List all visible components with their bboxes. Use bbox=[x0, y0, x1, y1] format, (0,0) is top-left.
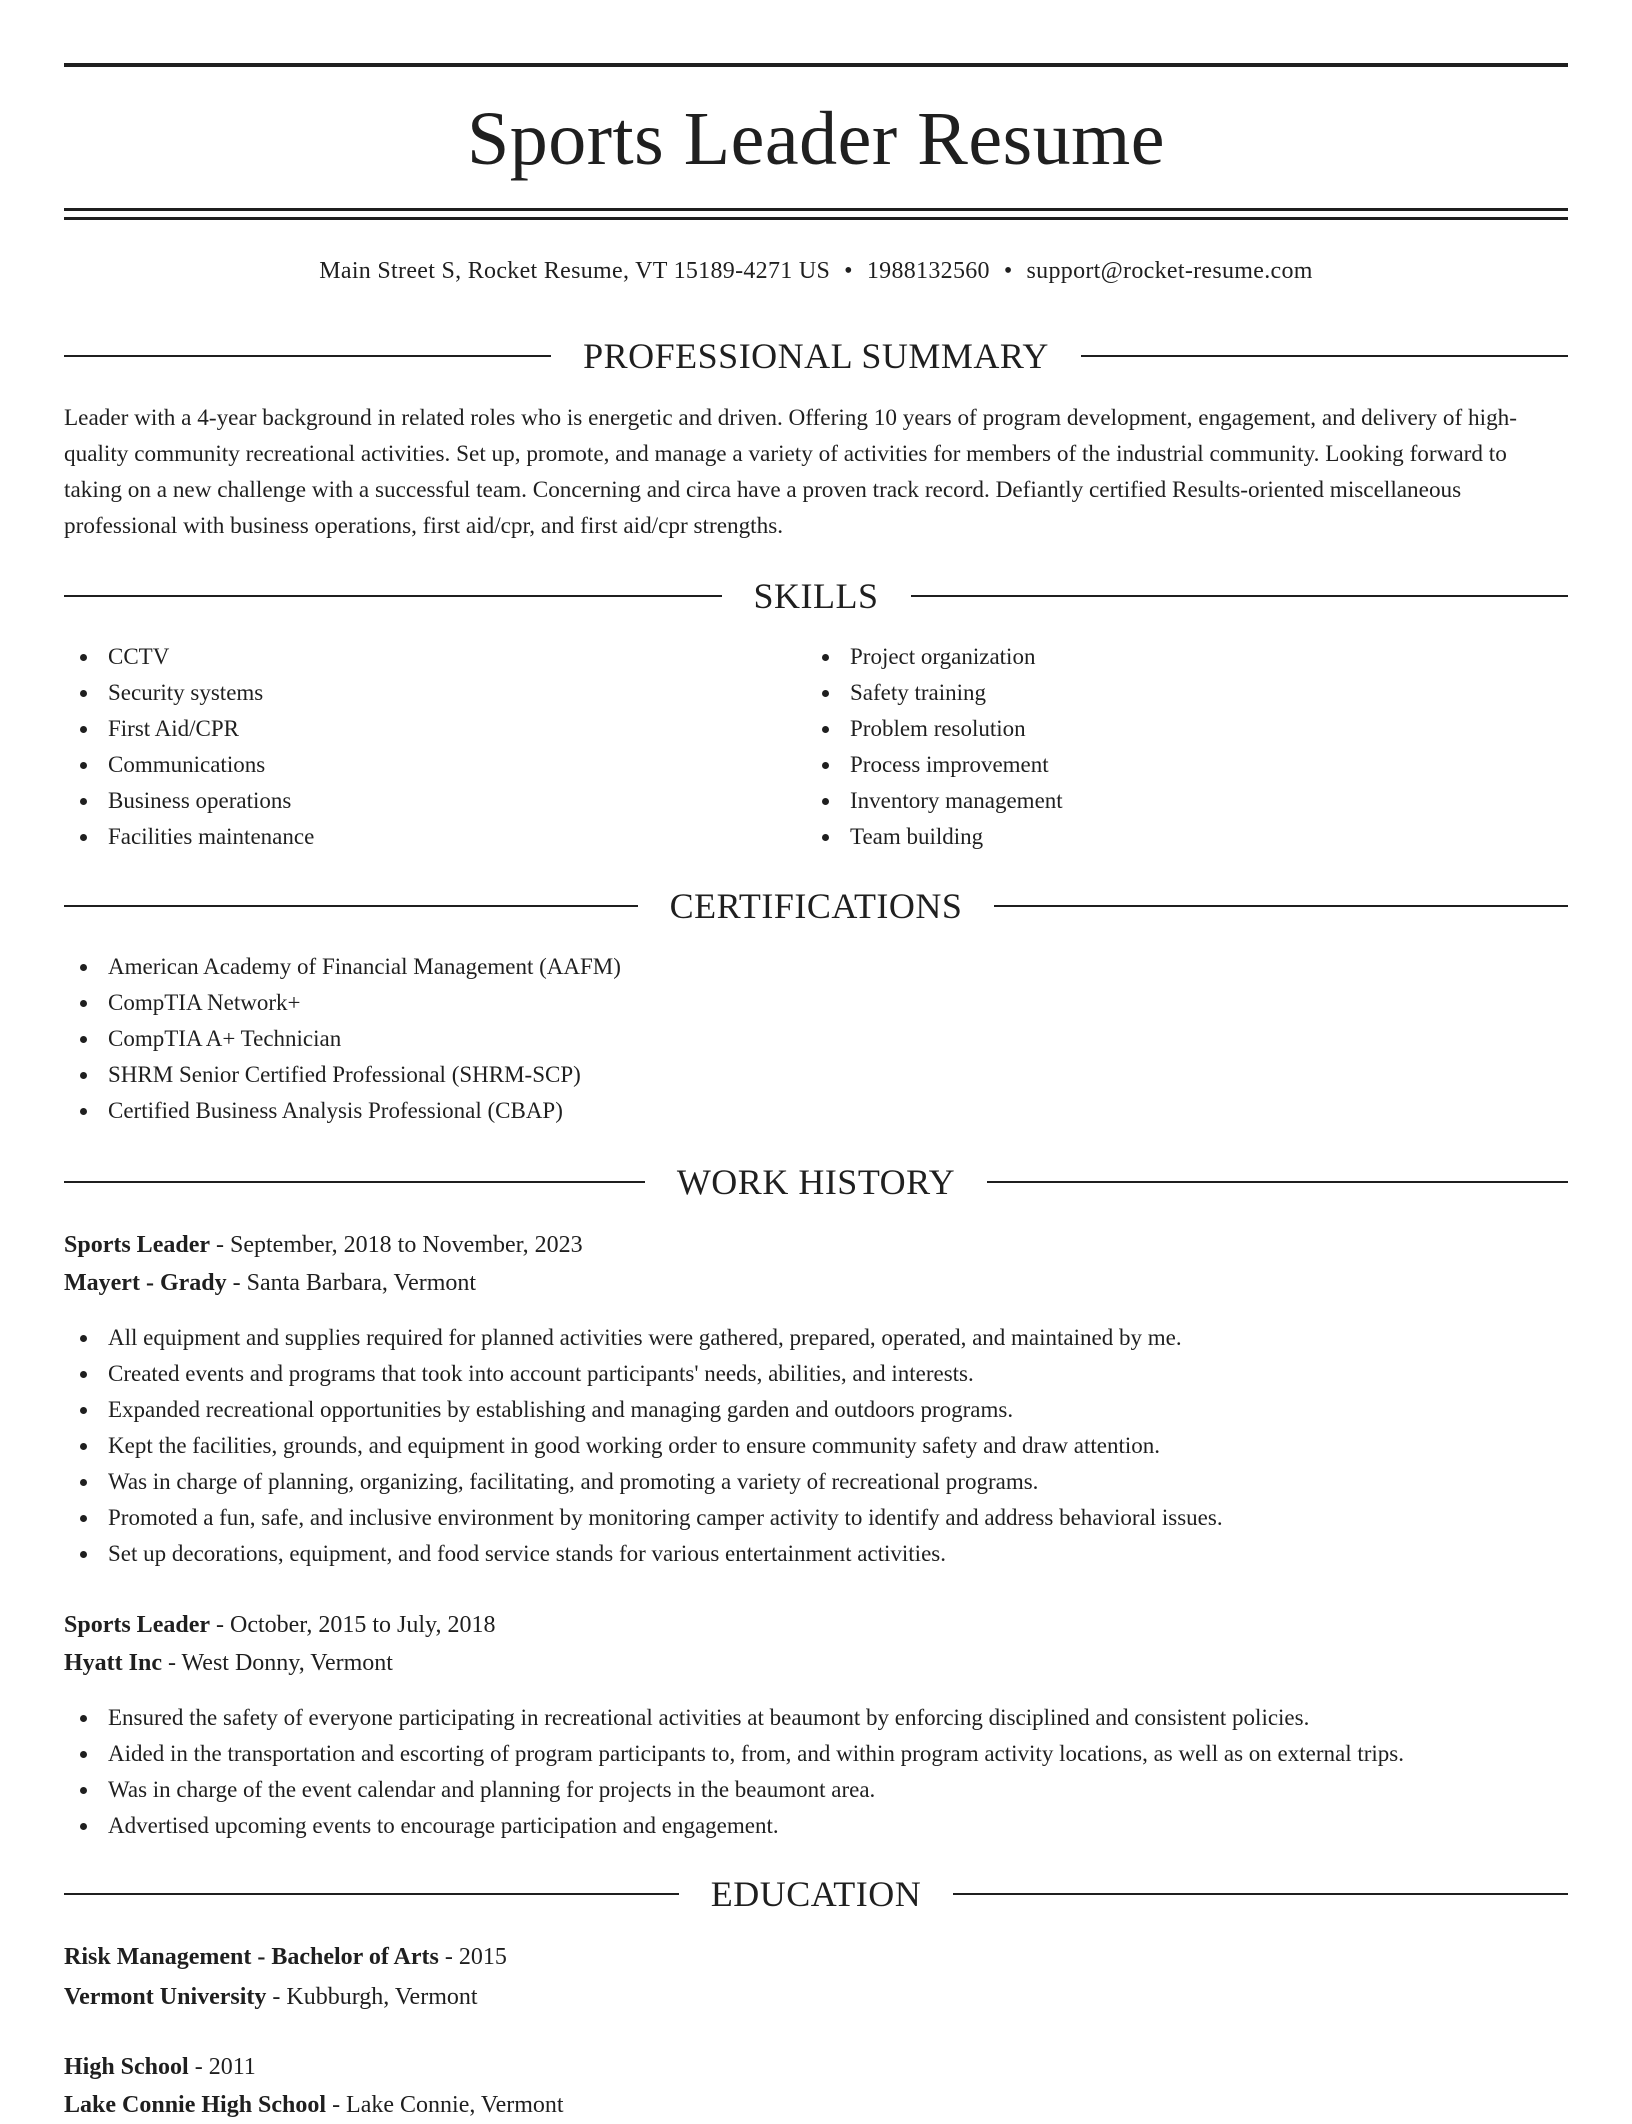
bullet-icon bbox=[822, 654, 829, 661]
section-rule bbox=[953, 1893, 1568, 1895]
contact-line bbox=[64, 254, 1568, 288]
skill-item bbox=[806, 783, 1063, 819]
skill-item-text: Project organization bbox=[850, 644, 1036, 669]
bullet-icon bbox=[80, 964, 87, 971]
job-bullet-text: Created events and programs that took into account participants' needs, abilities, and interests. bbox=[108, 1361, 974, 1386]
bullet-icon bbox=[80, 834, 87, 841]
section-title: WORK HISTORY bbox=[676, 1162, 956, 1202]
bullet-icon bbox=[80, 690, 87, 697]
section-rule bbox=[64, 595, 722, 597]
bullet-icon bbox=[80, 1751, 87, 1758]
section-rule bbox=[987, 1181, 1568, 1183]
certification-item-text: SHRM Senior Certified Professional (SHRM-SCP) bbox=[108, 1062, 581, 1087]
bullet-icon bbox=[80, 1072, 87, 1079]
section-rule bbox=[994, 905, 1568, 907]
bullet-icon bbox=[80, 654, 87, 661]
bullet-icon bbox=[80, 1443, 87, 1450]
bullet-icon bbox=[822, 798, 829, 805]
job-dates: - September, 2018 to November, 2023 bbox=[210, 1232, 583, 1258]
contact-email: support@rocket-resume.com bbox=[1026, 258, 1313, 284]
bullet-icon bbox=[80, 798, 87, 805]
job-bullet-text: Promoted a fun, safe, and inclusive environment by monitoring camper activity to identify and address behavioral issues. bbox=[108, 1505, 1223, 1530]
job-bullet-text: All equipment and supplies required for planned activities were gathered, prepared, operated, and maintained by me. bbox=[108, 1325, 1182, 1350]
job-bullet bbox=[64, 1428, 1223, 1464]
job-bullet-text: Expanded recreational opportunities by establishing and managing garden and outdoors programs. bbox=[108, 1397, 1014, 1422]
skill-item bbox=[64, 819, 314, 855]
contact-address: Main Street S, Rocket Resume, VT 15189-4271 US bbox=[319, 258, 831, 284]
job-bullet bbox=[64, 1536, 1223, 1572]
skill-item-text: Inventory management bbox=[850, 788, 1063, 813]
section-title: EDUCATION bbox=[710, 1874, 922, 1914]
job-title-line bbox=[64, 1606, 495, 1644]
section-rule bbox=[64, 905, 638, 907]
education-school: Lake Connie High School bbox=[64, 2092, 327, 2118]
section-rule bbox=[1081, 355, 1568, 357]
skill-item bbox=[64, 711, 314, 747]
skills-list-left bbox=[64, 639, 314, 855]
job-company-line bbox=[64, 1264, 476, 1302]
skill-item-text: CCTV bbox=[108, 644, 170, 669]
contact-phone: 1988132560 bbox=[866, 258, 990, 284]
certification-item bbox=[64, 985, 621, 1021]
skill-item-text: Security systems bbox=[108, 680, 264, 705]
skill-item-text: Problem resolution bbox=[850, 716, 1026, 741]
title-double-rule bbox=[64, 208, 1568, 220]
bullet-icon bbox=[822, 690, 829, 697]
education-year: - 2011 bbox=[188, 2054, 256, 2080]
section-header-skills bbox=[64, 574, 1568, 618]
education-degree-line bbox=[64, 1938, 507, 1976]
skill-item bbox=[806, 675, 1063, 711]
bullet-icon bbox=[80, 1715, 87, 1722]
bullet-icon bbox=[80, 1371, 87, 1378]
job-title: Sports Leader bbox=[64, 1612, 210, 1638]
job-title: Sports Leader bbox=[64, 1232, 210, 1258]
section-title: SKILLS bbox=[753, 576, 879, 616]
education-degree: High School bbox=[64, 2054, 189, 2080]
education-school-line bbox=[64, 2086, 564, 2124]
skill-item bbox=[64, 783, 314, 819]
job-company: Hyatt Inc bbox=[64, 1650, 162, 1676]
bullet-icon bbox=[822, 834, 829, 841]
section-rule bbox=[64, 1893, 679, 1895]
job-bullet-text: Was in charge of planning, organizing, facilitating, and promoting a variety of recreational programs. bbox=[108, 1469, 1039, 1494]
skill-item bbox=[64, 747, 314, 783]
top-rule bbox=[64, 63, 1568, 67]
job-bullet bbox=[64, 1320, 1223, 1356]
bullet-icon bbox=[822, 762, 829, 769]
bullet-icon bbox=[80, 1036, 87, 1043]
bullet-icon bbox=[80, 1000, 87, 1007]
certification-item-text: American Academy of Financial Management (AAFM) bbox=[108, 954, 621, 979]
job-bullet-text: Ensured the safety of everyone participating in recreational activities at beaumont by enforcing disciplined and consistent policies. bbox=[108, 1705, 1310, 1730]
certification-item bbox=[64, 1093, 621, 1129]
job-bullet-text: Set up decorations, equipment, and food service stands for various entertainment activities. bbox=[108, 1541, 946, 1566]
skill-item-text: Business operations bbox=[108, 788, 292, 813]
skill-item-text: First Aid/CPR bbox=[108, 716, 240, 741]
bullet-icon bbox=[80, 762, 87, 769]
job-bullet-text: Advertised upcoming events to encourage participation and engagement. bbox=[108, 1813, 779, 1838]
job-bullets bbox=[64, 1700, 1404, 1844]
bullet-icon bbox=[80, 1515, 87, 1522]
certification-item-text: CompTIA Network+ bbox=[108, 990, 301, 1015]
skill-item bbox=[806, 639, 1063, 675]
certification-item-text: CompTIA A+ Technician bbox=[108, 1026, 342, 1051]
section-rule bbox=[64, 355, 551, 357]
skill-item-text: Facilities maintenance bbox=[108, 824, 315, 849]
section-rule bbox=[911, 595, 1569, 597]
job-bullet bbox=[64, 1356, 1223, 1392]
bullet-icon bbox=[80, 1787, 87, 1794]
skill-item-text: Process improvement bbox=[850, 752, 1049, 777]
section-header-certifications bbox=[64, 884, 1568, 928]
education-location: - Lake Connie, Vermont bbox=[326, 2092, 564, 2118]
job-bullet bbox=[64, 1500, 1223, 1536]
section-title: CERTIFICATIONS bbox=[669, 886, 963, 926]
education-location: - Kubburgh, Vermont bbox=[266, 1984, 478, 2010]
bullet-icon bbox=[80, 1551, 87, 1558]
skill-item-text: Safety training bbox=[850, 680, 987, 705]
page-title: Sports Leader Resume bbox=[466, 97, 1166, 181]
job-company-line bbox=[64, 1644, 393, 1682]
job-location: - West Donny, Vermont bbox=[162, 1650, 393, 1676]
bullet-icon bbox=[822, 726, 829, 733]
certification-item bbox=[64, 1057, 621, 1093]
job-bullet bbox=[64, 1392, 1223, 1428]
contact-separator: • bbox=[1003, 258, 1013, 284]
job-bullet bbox=[64, 1736, 1404, 1772]
certification-item bbox=[64, 949, 621, 985]
section-rule bbox=[64, 1181, 645, 1183]
job-dates: - October, 2015 to July, 2018 bbox=[210, 1612, 496, 1638]
job-bullet bbox=[64, 1700, 1404, 1736]
education-school: Vermont University bbox=[64, 1984, 267, 2010]
section-header-work-history bbox=[64, 1160, 1568, 1204]
certifications-list bbox=[64, 949, 621, 1129]
job-location: - Santa Barbara, Vermont bbox=[226, 1270, 477, 1296]
job-bullet-text: Aided in the transportation and escorting of program participants to, from, and within program activity locations, as well as on external trips. bbox=[108, 1741, 1404, 1766]
skill-item bbox=[64, 675, 314, 711]
section-header-education bbox=[64, 1872, 1568, 1916]
section-title: PROFESSIONAL SUMMARY bbox=[583, 336, 1049, 376]
skill-item bbox=[806, 747, 1063, 783]
education-year: - 2015 bbox=[438, 1944, 507, 1970]
certification-item bbox=[64, 1021, 621, 1057]
skill-item bbox=[64, 639, 314, 675]
job-bullet bbox=[64, 1808, 1404, 1844]
job-bullets bbox=[64, 1320, 1223, 1572]
bullet-icon bbox=[80, 1407, 87, 1414]
bullet-icon bbox=[80, 1823, 87, 1830]
job-bullet-text: Was in charge of the event calendar and planning for projects in the beaumont area. bbox=[108, 1777, 876, 1802]
bullet-icon bbox=[80, 726, 87, 733]
bullet-icon bbox=[80, 1108, 87, 1115]
certification-item-text: Certified Business Analysis Professional (CBAP) bbox=[108, 1098, 563, 1123]
skill-item bbox=[806, 819, 1063, 855]
bullet-icon bbox=[80, 1335, 87, 1342]
job-bullet-text: Kept the facilities, grounds, and equipment in good working order to ensure community safety and draw attention. bbox=[108, 1433, 1160, 1458]
bullet-icon bbox=[80, 1479, 87, 1486]
job-bullet bbox=[64, 1464, 1223, 1500]
skill-item bbox=[806, 711, 1063, 747]
skills-list-right bbox=[806, 639, 1063, 855]
skill-item-text: Team building bbox=[850, 824, 984, 849]
education-school-line bbox=[64, 1978, 478, 2016]
skill-item-text: Communications bbox=[108, 752, 266, 777]
job-title-line bbox=[64, 1226, 583, 1264]
contact-separator: • bbox=[844, 258, 853, 284]
section-header-summary bbox=[64, 334, 1568, 378]
job-company: Mayert - Grady bbox=[64, 1270, 227, 1296]
summary-text: Leader with a 4-year background in related roles who is energetic and driven. Offering 10 years of program development, engagement, and delivery of high-quality community recreational activities. Set up, promote, and manage a variety of activities for members of the industrial community. Looking forward to taking on a new challenge with a successful team. Concerning and circa have a proven track record. Defiantly certified Results-oriented miscellaneous professional with business operations, first aid/cpr, and first aid/cpr strengths. bbox=[64, 405, 1517, 539]
job-bullet bbox=[64, 1772, 1404, 1808]
education-degree: Risk Management - Bachelor of Arts bbox=[64, 1944, 439, 1970]
education-degree-line bbox=[64, 2048, 256, 2086]
